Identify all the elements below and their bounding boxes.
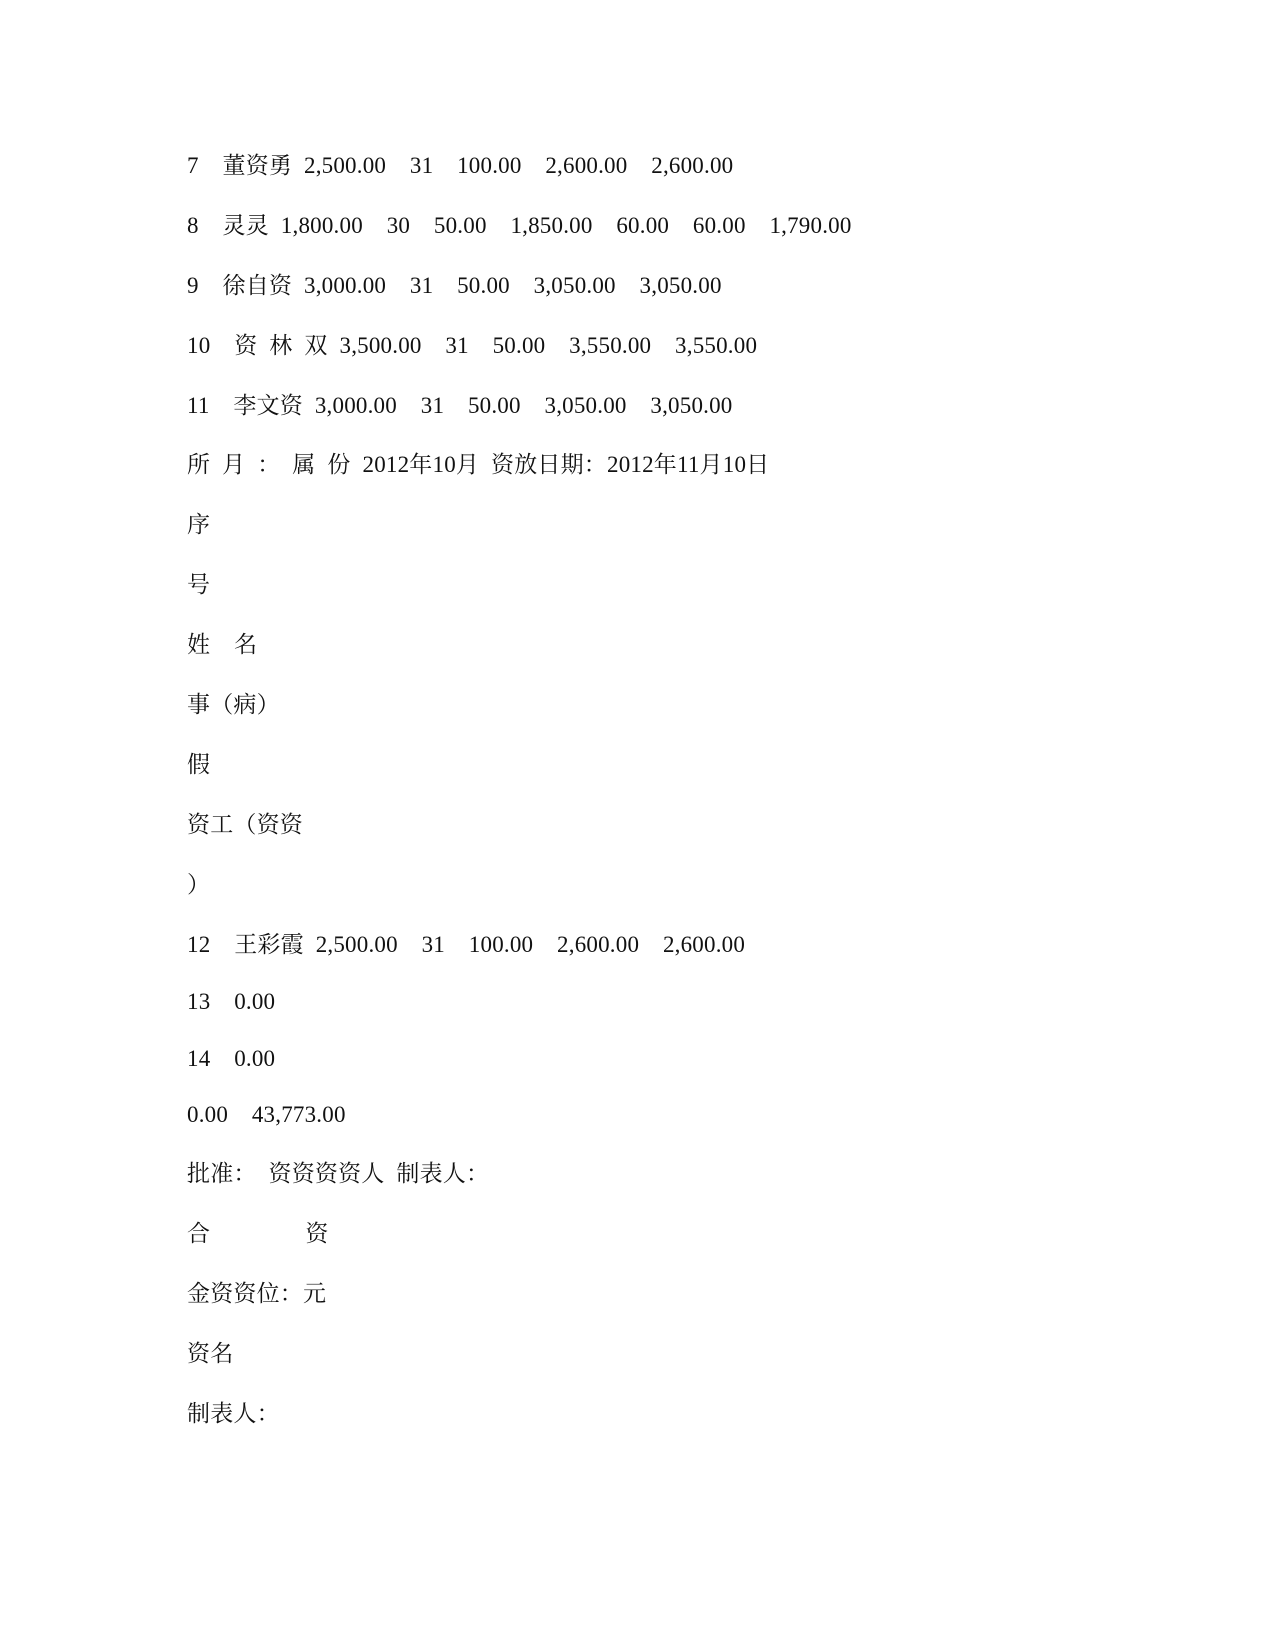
- payroll-row-8: 8 灵灵 1,800.00 30 50.00 1,850.00 60.00 60.00 1,790.00: [187, 213, 852, 238]
- period-and-pay-date: 所 月 ： 属 份 2012年10月 资放日期：2012年11月10日: [187, 452, 770, 477]
- header-name: 姓 名: [187, 632, 258, 657]
- payroll-row-7: 7 董资勇 2,500.00 31 100.00 2,600.00 2,600.00: [187, 153, 734, 178]
- total-row: 0.00 43,773.00: [187, 1102, 346, 1127]
- total-label: 合 资: [187, 1221, 329, 1246]
- header-wage-part1: 资工（资资: [187, 812, 303, 837]
- signature-label: 资名: [187, 1341, 234, 1366]
- approval-line: 批准： 资资资资人 制表人：: [187, 1161, 490, 1186]
- payroll-row-9: 9 徐自资 3,000.00 31 50.00 3,050.00 3,050.00: [187, 273, 722, 298]
- payroll-row-11: 11 李文资 3,000.00 31 50.00 3,050.00 3,050.00: [187, 393, 733, 418]
- header-leave-part1: 事（病）: [187, 692, 280, 717]
- payroll-row-10: 10 资 林 双 3,500.00 31 50.00 3,550.00 3,550.00: [187, 333, 758, 358]
- header-leave-part2: 假: [187, 752, 211, 777]
- payroll-row-13: 13 0.00: [187, 989, 276, 1014]
- header-serial-part1: 序: [187, 512, 211, 537]
- header-wage-part2: ）: [187, 872, 211, 897]
- currency-unit: 金资资位：元: [187, 1281, 327, 1306]
- header-serial-part2: 号: [187, 572, 211, 597]
- payroll-row-14: 14 0.00: [187, 1046, 276, 1071]
- payroll-row-12: 12 王彩霞 2,500.00 31 100.00 2,600.00 2,600.00: [187, 932, 746, 957]
- preparer-label: 制表人：: [187, 1401, 280, 1426]
